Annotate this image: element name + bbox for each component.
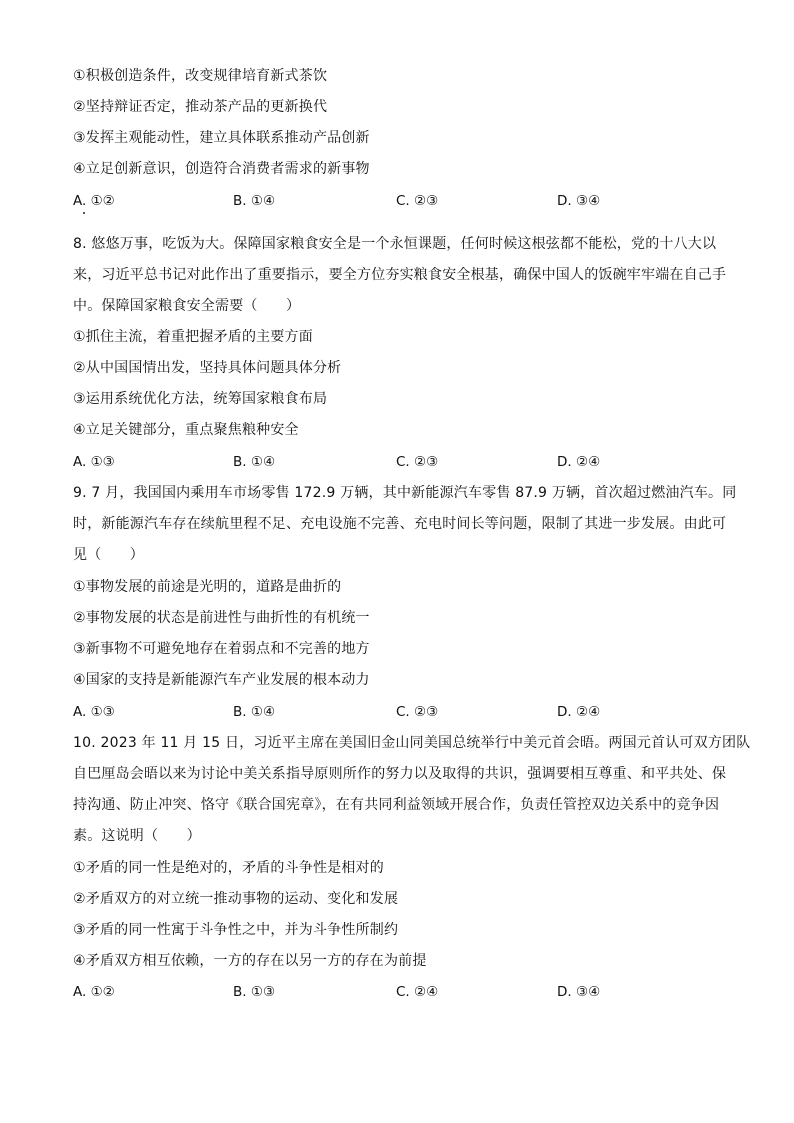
q9-option-b: B. ①④: [233, 704, 276, 720]
q8-option-b: B. ①④: [233, 454, 276, 470]
q7-option-b: B. ①④: [233, 193, 276, 209]
q10-item-4: ④矛盾双方相互依赖，一方的存在以另一方的存在为前提: [73, 953, 427, 969]
q8-item-1: ①抓住主流，着重把握矛盾的主要方面: [73, 329, 313, 345]
q7-option-c: C. ②③: [396, 193, 439, 209]
q9-stem-line-1: 9. 7 月，我国国内乘用车市场零售 172.9 万辆，其中新能源汽车零售 87.9 万辆，首次超过燃油汽车。同: [73, 485, 737, 501]
q10-option-b: B. ①③: [233, 984, 276, 1000]
q8-item-4: ④立足关键部分，重点聚焦粮种安全: [73, 422, 299, 438]
q10-options: [73, 981, 723, 1003]
q10-option-c: C. ②④: [396, 984, 439, 1000]
q7-option-d: D. ③④: [557, 193, 601, 209]
q9-item-3: ③新事物不可避免地存在着弱点和不完善的地方: [73, 641, 370, 657]
q10-option-a: A. ①②: [73, 984, 115, 1000]
q10-stem-line-4: 素。这说明（ ）: [73, 828, 201, 844]
q7-item-1: ①积极创造条件，改变规律培育新式茶饮: [73, 68, 328, 84]
q8-options: [73, 451, 723, 473]
q10-option-d: D. ③④: [557, 984, 601, 1000]
q10-item-2: ②矛盾双方的对立统一推动事物的运动、变化和发展: [73, 891, 399, 907]
stray-mark: [83, 212, 85, 214]
q8-item-3: ③运用系统优化方法，统筹国家粮食布局: [73, 391, 328, 407]
q8-stem-line-3: 中。保障国家粮食安全需要（ ）: [73, 298, 301, 314]
q8-stem-line-2: 来，习近平总书记对此作出了重要指示，要全方位夯实粮食安全根基，确保中国人的饭碗牢牢端在自己手: [73, 267, 727, 283]
q8-option-d: D. ②④: [557, 454, 601, 470]
q10-stem-line-3: 持沟通、防止冲突、恪守《联合国宪章》，在有共同利益领域开展合作，负责任管控双边关系中的竞争因: [73, 797, 720, 813]
q9-option-d: D. ②④: [557, 704, 601, 720]
q10-stem-line-1: 10. 2023 年 11 月 15 日，习近平主席在美国旧金山同美国总统举行中美元首会晤。两国元首认可双方团队: [73, 735, 751, 751]
q8-stem-line-1: 8. 悠悠万事，吃饭为大。保障国家粮食安全是一个永恒课题，任何时候这根弦都不能松，党的十八大以: [73, 236, 717, 252]
q8-item-2: ②从中国国情出发，坚持具体问题具体分析: [73, 360, 342, 376]
q9-options: [73, 701, 723, 723]
q7-item-4: ④立足创新意识，创造符合消费者需求的新事物: [73, 161, 370, 177]
q9-option-a: A. ①③: [73, 704, 115, 720]
q9-stem-line-3: 见（ ）: [73, 547, 144, 563]
q9-option-c: C. ②③: [396, 704, 439, 720]
q7-option-a: A. ①②: [73, 193, 115, 209]
q9-item-2: ②事物发展的状态是前进性与曲折性的有机统一: [73, 610, 370, 626]
q9-item-4: ④国家的支持是新能源汽车产业发展的根本动力: [73, 672, 370, 688]
q9-item-1: ①事物发展的前途是光明的，道路是曲折的: [73, 579, 342, 595]
q10-item-3: ③矛盾的同一性寓于斗争性之中，并为斗争性所制约: [73, 922, 399, 938]
q7-item-3: ③发挥主观能动性，建立具体联系推动产品创新: [73, 130, 370, 146]
q7-options: [73, 190, 723, 212]
q7-item-2: ②坚持辩证否定，推动茶产品的更新换代: [73, 99, 328, 115]
q10-item-1: ①矛盾的同一性是绝对的，矛盾的斗争性是相对的: [73, 860, 384, 876]
q10-stem-line-2: 自巴厘岛会晤以来为讨论中美关系指导原则所作的努力以及取得的共识，强调要相互尊重、和平共处、保: [73, 766, 727, 782]
q8-option-a: A. ①③: [73, 454, 115, 470]
q8-option-c: C. ②③: [396, 454, 439, 470]
q9-stem-line-2: 时，新能源汽车存在续航里程不足、充电设施不完善、充电时间长等问题，限制了其进一步发展。由此可: [73, 516, 727, 532]
